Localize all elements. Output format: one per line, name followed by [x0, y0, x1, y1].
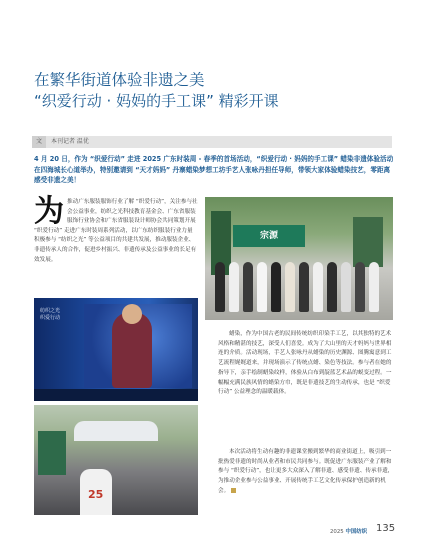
- photo-tree-right: [353, 217, 383, 267]
- title-line-2: “织爱行动 · 妈妈的手工课” 精彩开课: [34, 92, 279, 110]
- end-mark-icon: [231, 488, 236, 493]
- dropcap: 为: [34, 194, 64, 229]
- photo-group-event: [205, 197, 393, 320]
- byline-bar: [32, 136, 392, 148]
- footer-publication: [330, 527, 367, 535]
- photo-person: [229, 262, 239, 312]
- intro-paragraph: [34, 194, 198, 265]
- photo-stand: [38, 431, 66, 475]
- photo-stage: [34, 389, 198, 401]
- footer-year: 2025: [330, 529, 344, 535]
- title-line-1: 在繁华街道体验非遗之美: [34, 71, 205, 89]
- body-paragraph-1: 蜡染，作为中国古老的民间传统纺织印染手工艺，以其独特的艺术风格和精湛的技艺，深受人们喜爱。成为了大山里的天才妈妈与世界相连的介质。活动现场，手艺人张咏丹从蜡染的历史渊源、图腾寓意到工艺流程娓娓道来，并现场演示了传统点蜡、染色等技法。参与者在她的指导下，亲手绘制蜡染纹样，体验从白布到靛蓝艺术品的蜕变过程。一幅幅充满民族风情的蜡染方巾，既是非遗技艺的生动传承，也是 “织爱行动” 公益理念的温暖载体。: [218, 331, 392, 396]
- photo-person: [257, 262, 267, 312]
- intro-text: 推动广东服装服饰行业了解 “织爱行动”，关注参与社会公益事业，纺织之光科技教育基金会、广东省服装服饰行业协会和广东省服装设计师协会共同策划开展 “织爱行动” 走进广东时装周系列活动，以广东纺织服装行业力量积极参与 “纺织之光” 等公益项目的共建共发展，推动服装企业、非遗传承人的合作，促进乡村振兴、非遗传承及公益事业的长足有效发展。: [34, 199, 198, 263]
- photo-person: [271, 262, 281, 312]
- photo-person: [355, 262, 365, 312]
- photo-person: [285, 262, 295, 312]
- photo-person: [327, 262, 337, 312]
- byline-author: 本刊记者 温优: [50, 138, 89, 145]
- page-number: 135: [376, 523, 396, 534]
- photo-person: [243, 262, 253, 312]
- photo-street-workshop: [34, 405, 198, 515]
- photo-stage-performer: [34, 298, 198, 401]
- photo-person: [313, 262, 323, 312]
- lead-paragraph: 4 月 20 日，作为 “织爱行动” 走进 2025 广东时装周 - 春季的首场活动，“织爱行动 · 妈妈的手工课” 蜡染非遗体验活动在四海城长心道举办，特别邀请到 “天才妈妈” 丹寨蜡染梦想工坊手艺人张咏丹担任导师，带领大家体验蜡染技艺，零距离感受非遗之美！: [34, 155, 394, 184]
- photo-canopy: [74, 421, 158, 441]
- byline-tag: 文: [32, 136, 46, 148]
- article-title: [34, 70, 414, 112]
- photo-caption: 纺织之光 织爱行动: [40, 308, 61, 321]
- photo-person: [369, 262, 379, 312]
- photo-performer-head: [122, 304, 142, 324]
- body-paragraph-2: [218, 448, 394, 497]
- body-paragraph-2-text: 本次活动将生动有趣的非遗课堂搬到繁华的商业街道上，吸引到一批热爱非遗的时尚从业者和市民共同参与。既促进广东服装产业了解和参与 “织爱行动”，也让更多大众深入了解非遗、感受非遗、传承非遗，为推动企业参与公益事业、开展传统手工艺文化传承保护创造新的机会。: [218, 449, 394, 494]
- photo-person: [341, 262, 351, 312]
- photo-sign: 宗源: [233, 225, 305, 247]
- footer-magazine-name: 中国纺织: [345, 529, 368, 535]
- photo-shirt-number: 25: [88, 488, 104, 501]
- photo-person: [215, 262, 225, 312]
- photo-person: [299, 262, 309, 312]
